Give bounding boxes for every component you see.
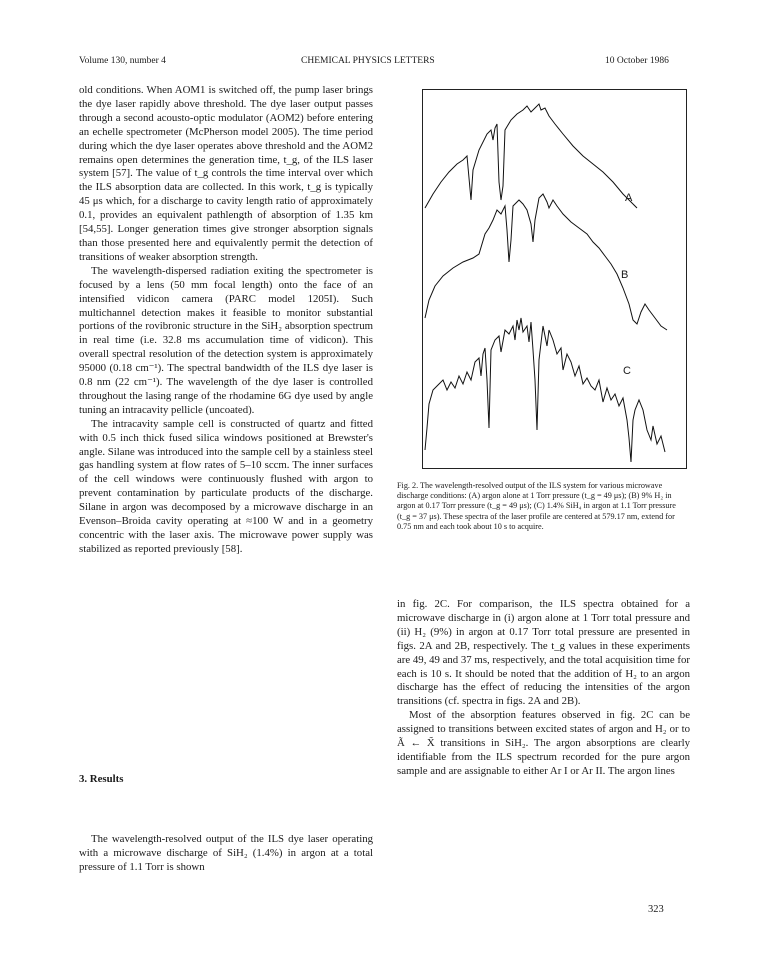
results-paragraph: The wavelength-resolved output of the ILS dye laser operating with a microwave discharge of SiH₂ (1.4%) in argon at a total pressure of 1.1 Torr is shown: [79, 833, 373, 873]
journal-title: CHEMICAL PHYSICS LETTERS: [301, 56, 435, 66]
issue-date: 10 October 1986: [605, 56, 669, 66]
right-column: [397, 598, 690, 779]
spectra-plot: [423, 90, 686, 468]
spectrum-trace-b: [425, 194, 667, 330]
section-heading: 3. Results: [79, 773, 124, 785]
results-intro: [79, 833, 373, 875]
paragraph-comparison: in fig. 2C. For comparison, the ILS spectra obtained for a microwave discharge in (i) argon alone at 1 Torr total pressure and (ii) H₂ (9%) in argon at 0.17 Torr total pressure are presented in figs. 2A and 2B, respectively. The t_g values in these experiments are 49, 49 and 37 ms, respectively, and the total acquisition time for each is 10 s. It should be noted that the addition of H₂ to an argon discharge has the effect of reducing the intensities of the argon transitions (cf. spectra in figs. 2A and 2B).: [397, 598, 690, 708]
spectrum-trace-c: [425, 318, 665, 462]
paragraph-continued: old conditions. When AOM1 is switched off, the pump laser brings the dye laser rapidly above threshold. The dye laser output passes through a second acousto-optic modulator (AOM2) before entering an echelle spectrometer (McPherson model 2005). The time period during which the dye laser operates above threshold and the AOM2 remains open determines the generation time, t_g, of the ILS laser system [57]. The value of t_g controls the time interval over which the ILS absorption data are collected. In this work, t_g is typically 45 μs which, for a discharge to cavity length ratio of approximately 0.1, provides an equivalent pathlength of absorption of 1.35 km [54,55]. Longer generation times give stronger absorption signals than those presented here and equivalently permit the detection of transitions of weaker absorption strength.: [79, 84, 373, 263]
figure-caption: [397, 481, 690, 532]
paragraph-detection: The wavelength-dispersed radiation exiting the spectrometer is focused by a lens (50 mm focal length) onto the face of an intensified vidicon camera (PARC model 1205I). Such multichannel detection makes it feasible to monitor substantial portions of the rovibronic structure in the SiH₂ absorption spectrum in real time (i.e. 32.8 ms accumulation time of vidicon). This overall spectral resolution of the detection system is approximately 95000 (0.18 cm⁻¹). The spectral bandwidth of the ILS dye laser is 0.8 nm (22 cm⁻¹). The wavelength of the dye laser is controlled throughout the lasing range of the rhodamine 6G dye used by angle tuning an intracavity pellicle (uncoated).: [79, 264, 373, 416]
spectrum-trace-a: [425, 104, 637, 208]
running-header: [0, 56, 768, 70]
page-number: 323: [648, 904, 664, 915]
trace-label-c: C: [623, 365, 631, 377]
trace-label-b: B: [621, 269, 629, 281]
trace-label-a: A: [625, 192, 633, 204]
left-column: [79, 84, 373, 557]
caption-text: Fig. 2. The wavelength-resolved output of the ILS system for various microwave discharge conditions: (A) argon alone at 1 Torr pressure (t_g = 49 μs); (B) 9% H₂ in argon at 0.17 Torr pressure (t_g = 49 μs); (C) 1.4% SiH₄ in argon at 1.1 Torr pressure (t_g = 37 μs). These spectra of the laser profile are centered at 579.17 nm, extend for 0.75 nm and each took about 10 s to acquire.: [397, 481, 676, 531]
volume-number: Volume 130, number 4: [79, 56, 166, 66]
paragraph-assignments: Most of the absorption features observed in fig. 2C can be assigned to transitions between excited states of argon and H₂ or to Ã ← X̃ transitions in SiH₂. The argon absorptions are clearly identifiable from the ILS spectrum recorded for the pure argon sample and are assignable to either Ar I or Ar II. The argon lines: [397, 709, 690, 777]
spectra-figure: [422, 89, 687, 469]
paragraph-sample-cell: The intracavity sample cell is constructed of quartz and fitted with 0.5 inch thick fused silica windows positioned at Brewster's angle. Silane was introduced into the sample cell by a stainless steel gas handling system at flow rates of 5–10 sccm. The inner surfaces of the cell windows were continuously flushed with argon to prevent contamination by particulate products of the discharge. Silane in argon was decomposed by a microwave discharge in an Evenson–Broida cavity operating at ≈100 W and in a geometry concentric with the laser axis. The microwave power supply was stabilized as reported previously [58].: [79, 417, 373, 555]
